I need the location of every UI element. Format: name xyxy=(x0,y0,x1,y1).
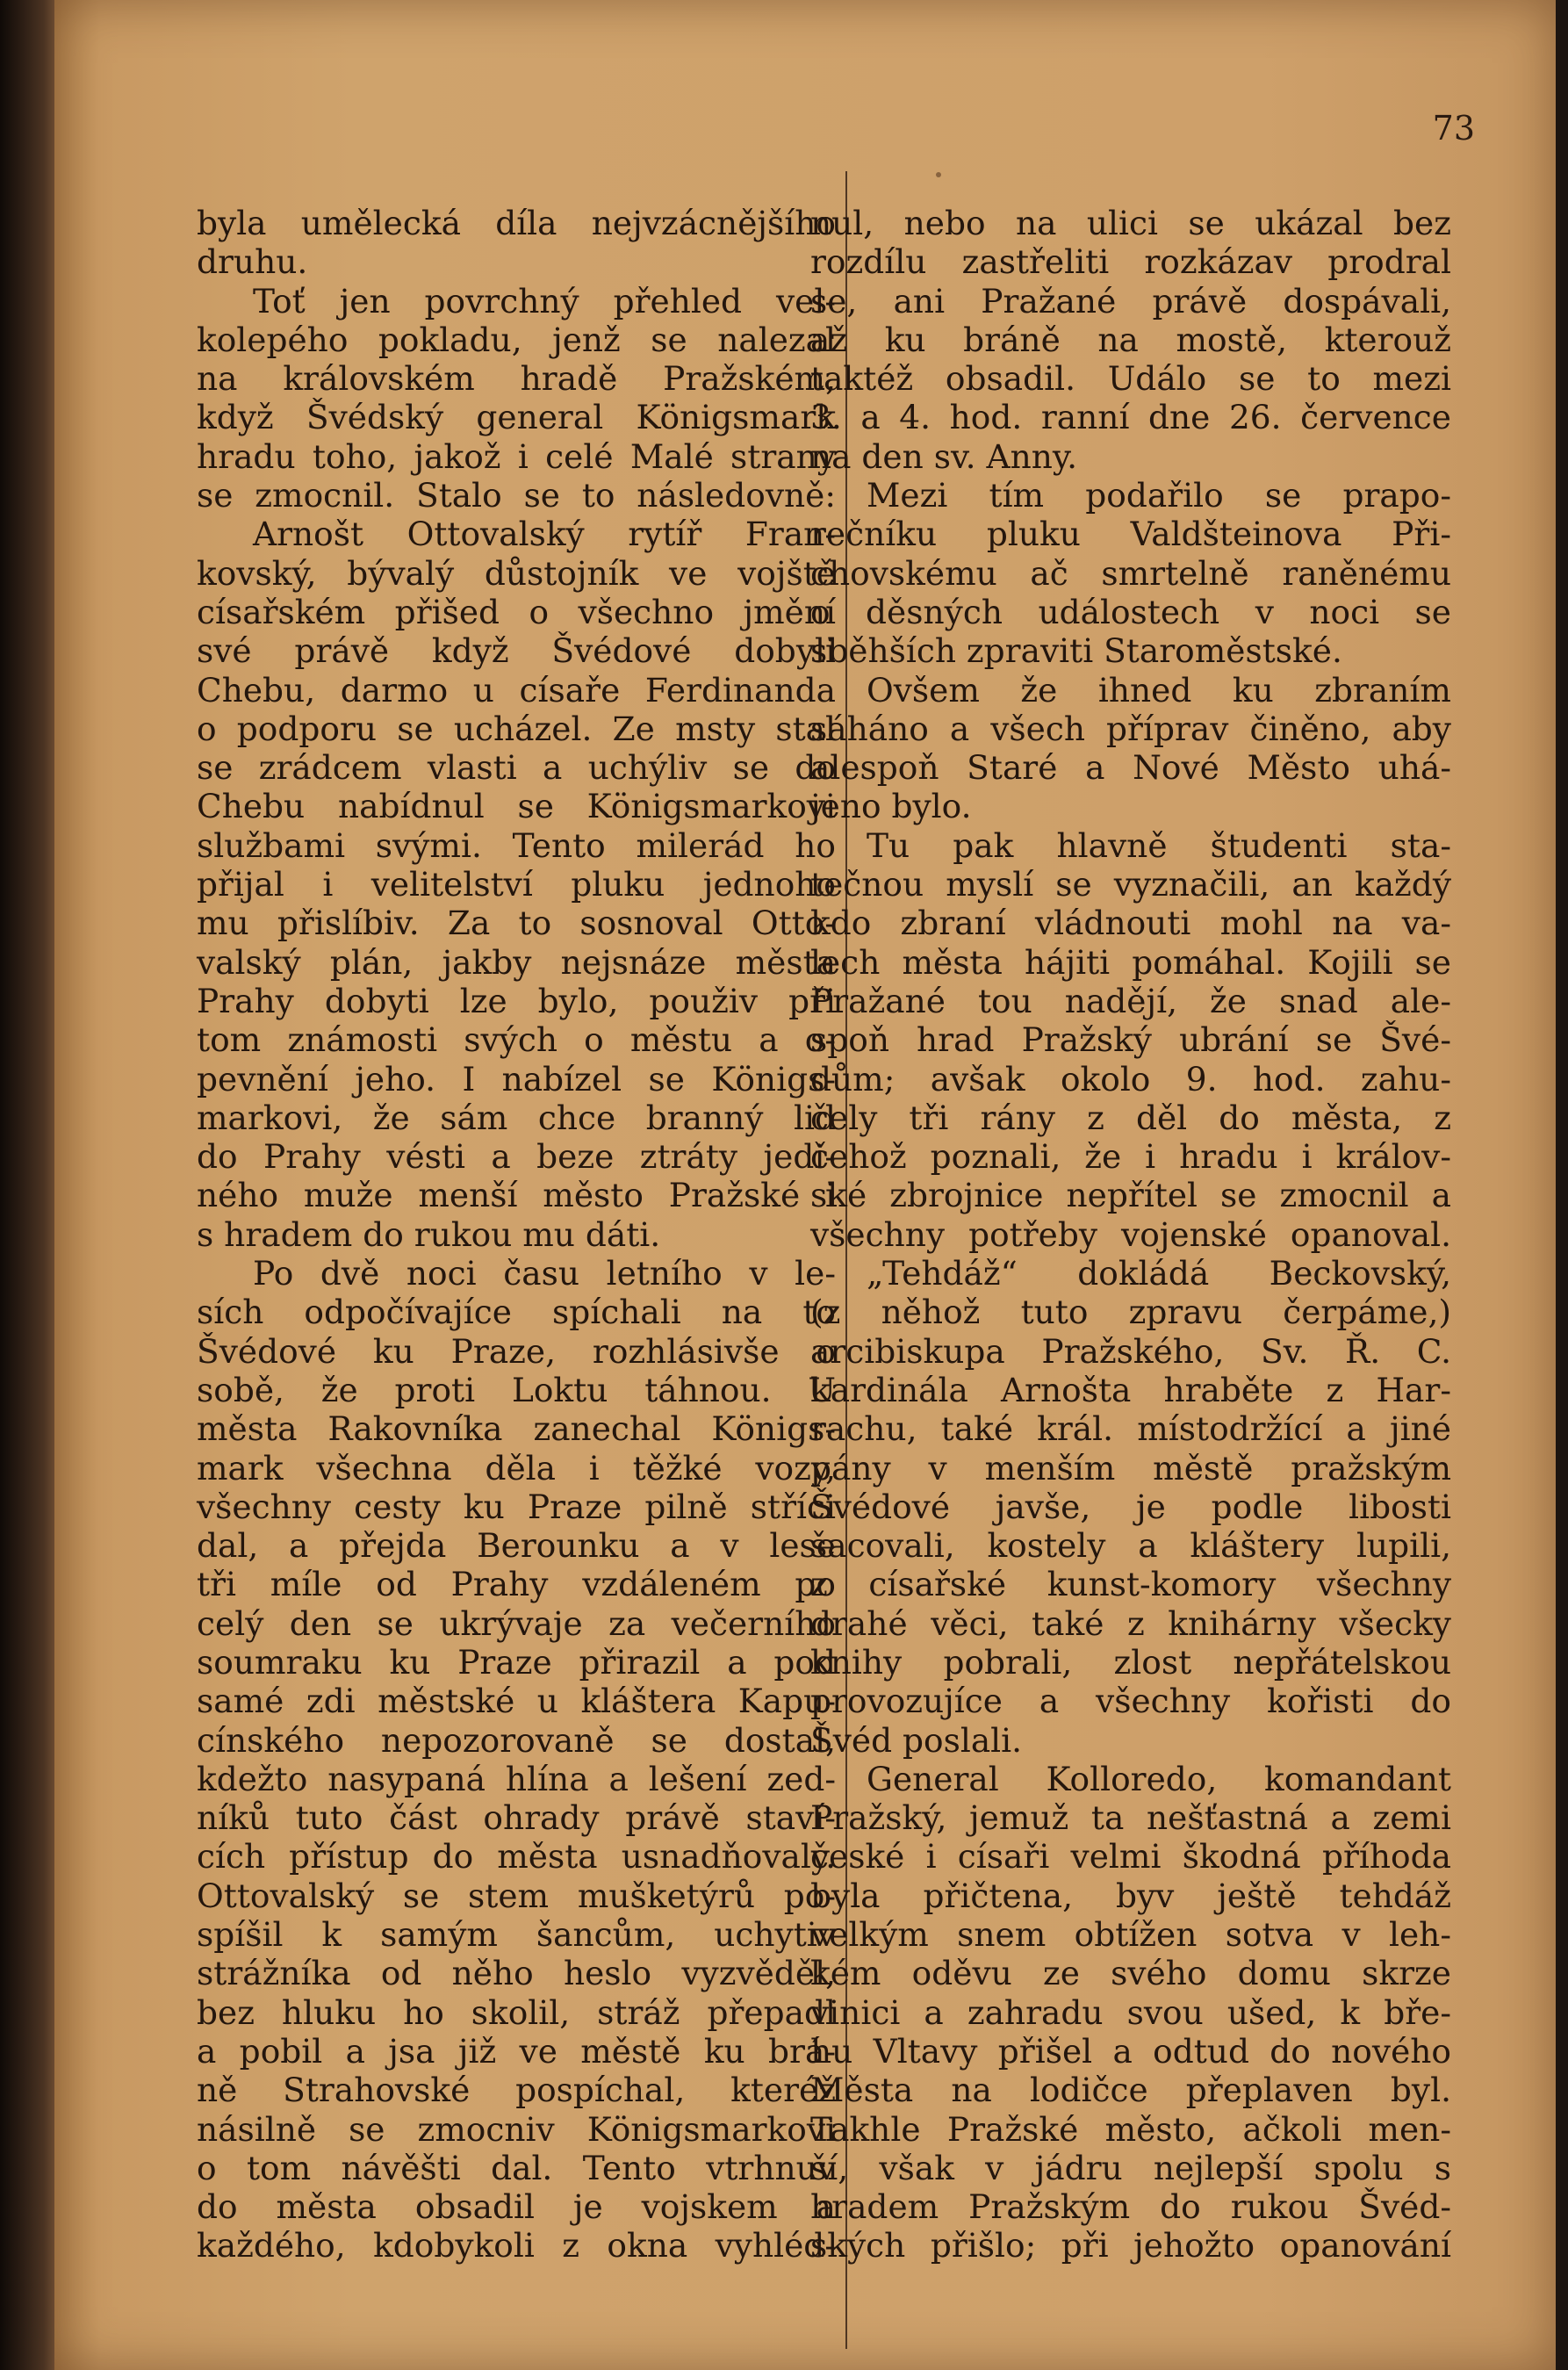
text-line: Toť jen povrchný přehled vel- xyxy=(253,281,836,321)
text-line: Ottovalský se stem mušketýrů po- xyxy=(197,1876,836,1915)
text-line: když Švédský general Königsmark xyxy=(197,398,836,437)
text-line: Mezi tím podařilo se prapo- xyxy=(867,476,1451,515)
text-line: o děsných událostech v noci se xyxy=(810,592,1451,631)
text-line: císařském přišed o všechno jmění xyxy=(197,592,836,631)
text-line: Tu pak hlavně študenti sta- xyxy=(867,825,1451,865)
text-line: ší, však v jádru nejlepší spolu s xyxy=(810,2148,1451,2187)
text-line: mu přislíbiv. Za to sosnoval Otto- xyxy=(197,904,836,943)
text-line: nul, nebo na ulici se ukázal bez xyxy=(810,204,1451,242)
text-line: pány v menším městě pražským xyxy=(810,1448,1451,1488)
text-line: spoň hrad Pražský ubrání se Švé- xyxy=(810,1020,1451,1060)
text-line: až ku bráně na mostě, kterouž xyxy=(810,320,1451,359)
text-line: se zrádcem vlasti a uchýliv se do xyxy=(197,748,836,788)
text-line: násilně se zmocniv Königsmarkovi xyxy=(197,2109,836,2149)
text-line: službami svými. Tento milerád ho xyxy=(197,825,836,865)
text-line: „Tehdáž“ dokládá Beckovský, xyxy=(867,1254,1451,1293)
book-spine xyxy=(0,0,54,2370)
text-line: drahé věci, také z knihárny všecky xyxy=(810,1603,1451,1643)
text-line: markovi, že sám chce branný lid xyxy=(197,1098,836,1137)
text-line: knihy pobrali, zlost nepřátelskou xyxy=(810,1642,1451,1682)
book-page xyxy=(54,0,1556,2370)
text-line: všechny cesty ku Praze pilně stříci xyxy=(197,1487,836,1526)
text-line: mark všechna děla i těžké vozy, xyxy=(197,1448,836,1488)
text-line: ské zbrojnice nepřítel se zmocnil a xyxy=(810,1176,1451,1215)
text-line: tečnou myslí se vyznačili, an každý xyxy=(810,865,1451,904)
text-line: lech města hájiti pomáhal. Kojili se xyxy=(810,942,1451,982)
text-line: kolepého pokladu, jenž se nalezal xyxy=(197,320,836,359)
text-line: Ovšem že ihned ku zbraním xyxy=(867,670,1451,710)
text-line: o podporu se ucházel. Ze msty stal xyxy=(197,709,836,748)
text-line: kdežto nasypaná hlína a lešení zed- xyxy=(197,1759,836,1798)
text-line: sobě, že proti Loktu táhnou. U xyxy=(197,1370,836,1409)
text-line: šacovali, kostely a kláštery lupili, xyxy=(810,1526,1451,1566)
right-column xyxy=(810,204,1451,2266)
text-line: Prahy dobyti lze bylo, použiv při xyxy=(197,981,836,1020)
text-line: Takhle Pražské město, ačkoli men- xyxy=(810,2109,1451,2149)
text-line: tři míle od Prahy vzdáleném po xyxy=(197,1565,836,1604)
text-line: Po dvě noci času letního v le- xyxy=(253,1254,836,1293)
text-line: hu Vltavy přišel a odtud do nového xyxy=(810,2031,1451,2071)
text-line: jeno bylo. xyxy=(810,787,972,826)
text-line: čehož poznali, že i hradu i králov- xyxy=(810,1137,1451,1177)
text-line: s hradem do rukou mu dáti. xyxy=(197,1214,661,1254)
text-line: Arnošt Ottovalský rytíř Fran- xyxy=(253,515,836,554)
text-line: své právě když Švédové dobyli xyxy=(197,631,836,671)
text-line: Chebu, darmo u císaře Ferdinanda xyxy=(197,670,836,710)
text-line: celý den se ukrývaje za večerního xyxy=(197,1603,836,1643)
text-line: české i císaři velmi škodná příhoda xyxy=(810,1837,1451,1877)
text-line: rečníku pluku Valdšteinova Při- xyxy=(810,515,1451,554)
text-line: na královském hradě Pražském, xyxy=(197,359,836,399)
text-line: chovskému ač smrtelně raněnému xyxy=(810,553,1451,593)
text-line: dal, a přejda Berounku a v lese xyxy=(197,1526,836,1566)
text-line: ně Strahovské pospíchal, kteréž xyxy=(197,2071,836,2110)
text-line: pevnění jeho. I nabízel se Königs- xyxy=(197,1059,836,1099)
text-line: hradu toho, jakož i celé Malé strany xyxy=(197,436,836,476)
text-line: tom známosti svých o městu a o- xyxy=(197,1020,836,1060)
text-line: přijal i velitelství pluku jednoho xyxy=(197,865,836,904)
text-line: kardinála Arnošta hraběte z Har- xyxy=(810,1370,1451,1409)
text-line: cích přístup do města usnadňovaly. xyxy=(197,1837,836,1877)
text-line: do města obsadil je vojskem a xyxy=(197,2187,836,2227)
text-line: 3. a 4. hod. ranní dne 26. července xyxy=(810,398,1451,437)
text-line: General Kolloredo, komandant xyxy=(867,1759,1451,1798)
text-line: do Prahy vésti a beze ztráty jedi- xyxy=(197,1137,836,1177)
text-line: arcibiskupa Pražského, Sv. Ř. C. xyxy=(810,1331,1451,1371)
text-line: byla umělecká díla nejvzácnějšího xyxy=(197,204,836,242)
text-line: Chebu nabídnul se Königsmarkovi xyxy=(197,787,836,826)
text-line: valský plán, jakby nejsnáze města xyxy=(197,942,836,982)
text-line: velkým snem obtížen sotva v leh- xyxy=(810,1915,1451,1955)
text-line: (z něhož tuto zpravu čerpáme,) xyxy=(810,1293,1451,1332)
ink-speck xyxy=(936,172,941,177)
text-line: Města na lodičce přeplaven byl. xyxy=(810,2071,1451,2110)
text-line: o tom návěšti dal. Tento vtrhnuv xyxy=(197,2148,836,2187)
text-line: cínského nepozorovaně se dostal, xyxy=(197,1720,836,1760)
text-line: sběhších zpraviti Staroměstské. xyxy=(810,631,1342,671)
text-line: každého, kdobykoli z okna vyhléd- xyxy=(197,2226,836,2266)
left-column xyxy=(197,204,836,2266)
text-line: ného muže menší město Pražské i xyxy=(197,1176,836,1215)
text-line: a pobil a jsa již ve městě ku brá- xyxy=(197,2031,836,2071)
text-line: kém oděvu ze svého domu skrze xyxy=(810,1954,1451,1993)
text-line: Švéd poslali. xyxy=(810,1720,1023,1760)
text-line: provozujíce a všechny kořisti do xyxy=(810,1682,1451,1721)
text-line: hradem Pražským do rukou Švéd- xyxy=(810,2187,1451,2227)
text-line: čely tři rány z děl do města, z xyxy=(810,1098,1451,1137)
text-line: strážníka od něho heslo vyzvěděl, xyxy=(197,1954,836,1993)
text-line: Švédové ku Praze, rozhlásivše o xyxy=(197,1331,836,1371)
text-line: Švédové javše, je podle libosti xyxy=(810,1487,1451,1526)
text-line: byla přičtena, byv ještě tehdáž xyxy=(810,1876,1451,1915)
text-line: soumraku ku Praze přirazil a pod xyxy=(197,1642,836,1682)
text-line: se, ani Pražané právě dospávali, xyxy=(810,281,1451,321)
text-line: Pražané tou nadějí, že snad ale- xyxy=(810,981,1451,1020)
text-line: sích odpočívajíce spíchali na to xyxy=(197,1293,836,1332)
text-line: druhu. xyxy=(197,242,308,282)
text-line: vinici a zahradu svou ušed, k bře- xyxy=(810,1992,1451,2032)
text-line: rachu, také král. místodržící a jiné xyxy=(810,1409,1451,1449)
text-line: Pražský, jemuž ta nešťastná a zemi xyxy=(810,1798,1451,1838)
text-line: taktéž obsadil. Událo se to mezi xyxy=(810,359,1451,399)
text-line: sáháno a všech příprav činěno, aby xyxy=(810,709,1451,748)
text-line: všechny potřeby vojenské opanoval. xyxy=(810,1214,1451,1254)
text-line: alespoň Staré a Nové Město uhá- xyxy=(810,748,1451,788)
text-line: níků tuto část ohrady právě staví- xyxy=(197,1798,836,1838)
text-line: rozdílu zastřeliti rozkázav prodral xyxy=(810,242,1451,282)
page-number: 73 xyxy=(1432,109,1475,148)
text-line: spíšil k samým šancům, uchytiv xyxy=(197,1915,836,1955)
text-line: ských přišlo; při jehožto opanování xyxy=(810,2226,1451,2266)
text-line: se zmocnil. Stalo se to následovně: xyxy=(197,476,836,515)
text-line: na den sv. Anny. xyxy=(810,436,1078,476)
text-line: kdo zbraní vládnouti mohl na va- xyxy=(810,904,1451,943)
text-line: města Rakovníka zanechal Königs- xyxy=(197,1409,836,1449)
text-line: dům; avšak okolo 9. hod. zahu- xyxy=(810,1059,1451,1099)
text-line: bez hluku ho skolil, stráž přepadl xyxy=(197,1992,836,2032)
text-line: kovský, bývalý důstojník ve vojště xyxy=(197,553,836,593)
text-line: samé zdi městské u kláštera Kapu- xyxy=(197,1682,836,1721)
text-line: z císařské kunst-komory všechny xyxy=(810,1565,1451,1604)
